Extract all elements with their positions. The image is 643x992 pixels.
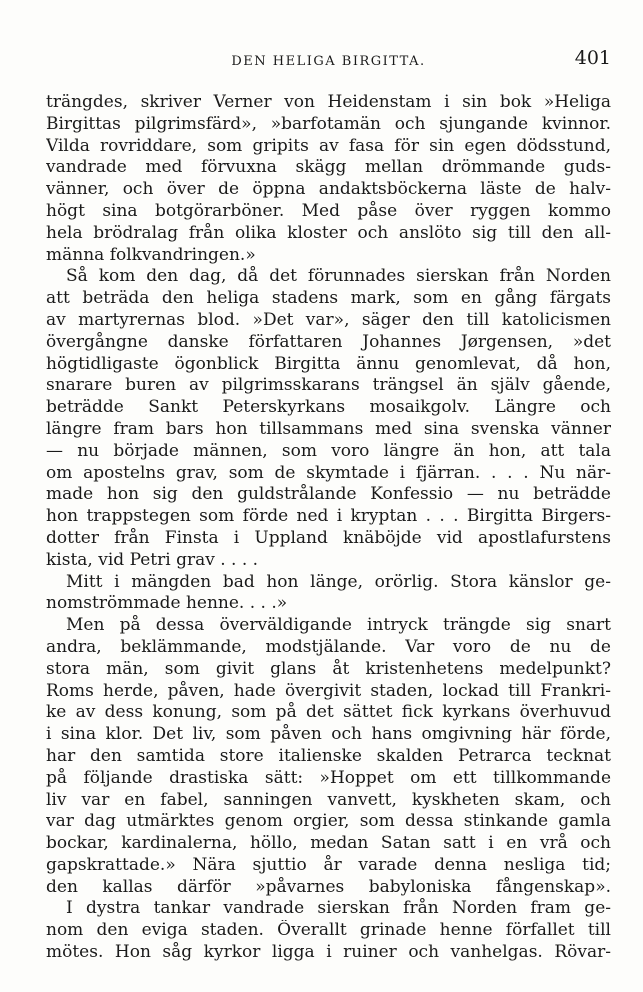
running-header [46, 46, 611, 74]
text-line: bockar, kardinalerna, höllo, medan Satan satt i en vrå och [46, 833, 611, 854]
running-title: DEN HELIGA BIRGITTA. [231, 54, 426, 69]
text-line: — nu började männen, som voro längre än hon, att tala [46, 440, 611, 461]
text-line: hela brödralag från olika kloster och anslöto sig till den all- [46, 222, 611, 243]
text-line: kista, vid Petri grav . . . . [46, 549, 259, 570]
text-line: trängdes, skriver Verner von Heidenstam i sin bok »Heliga [46, 92, 611, 112]
text-line: mötes. Hon såg kyrkor ligga i ruiner och vanhelgas. Rövar- [46, 942, 611, 963]
text-line: Roms herde, påven, hade övergivit staden, lockad till Frankri- [46, 680, 611, 701]
text-line: stora män, som givit glans åt kristenhetens medelpunkt? [46, 658, 611, 679]
text-line: om apostelns grav, som de skymtade i fjärran. . . . Nu när- [46, 462, 611, 483]
text-line: Men på dessa överväldigande intryck trängde sig snart [66, 615, 611, 636]
text-line: var dag utmärktes genom orgier, som dessa stinkande gamla [46, 811, 611, 832]
text-line: i sina klor. Det liv, som påven och hans omgivning här förde, [46, 724, 611, 745]
text-line: beträdde Sankt Peterskyrkans mosaikgolv. Längre och [46, 397, 611, 418]
body-text [46, 92, 611, 964]
text-line: högtidligaste ögonblick Birgitta ännu genomlevat, då hon, [46, 353, 611, 374]
text-line: männa folkvandringen.» [46, 244, 256, 265]
text-line: längre fram bars hon tillsammans med sina svenska vänner [46, 418, 611, 439]
text-line: av martyrernas blod. »Det var», säger den till katolicismen [46, 309, 611, 330]
text-line: Så kom den dag, då det förunnades sierskan från Norden [66, 266, 611, 287]
text-line: vänner, och över de öppna andaktsböckerna läste de halv- [46, 179, 611, 200]
text-line: made hon sig den guldstrålande Konfessio — nu beträdde [46, 484, 611, 505]
text-line: på följande drastiska sätt: »Hoppet om ett tillkommande [46, 767, 611, 788]
text-line: den kallas därför »påvarnes babyloniska fångenskap». [46, 876, 611, 897]
text-line: högt sina botgörarböner. Med påse över ryggen kommo [46, 200, 611, 221]
text-line: har den samtida store italienske skalden Petrarca tecknat [46, 745, 611, 766]
text-line: Mitt i mängden bad hon länge, orörlig. Stora känslor ge- [66, 571, 611, 592]
text-line: att beträda den heliga stadens mark, som en gång färgats [46, 288, 611, 309]
text-line: övergångne danske författaren Johannes Jørgensen, »det [46, 331, 611, 352]
text-line: nom den eviga staden. Överallt grinade henne förfallet till [46, 920, 611, 941]
text-line: liv var en fabel, sanningen vanvett, kyskheten skam, och [46, 789, 611, 810]
text-line: snarare buren av pilgrimsskarans trängsel än själv gående, [46, 375, 611, 396]
text-line: I dystra tankar vandrade sierskan från Norden fram ge- [66, 898, 611, 919]
text-line: hon trappstegen som förde ned i kryptan . . . Birgitta Birgers- [46, 506, 611, 527]
text-line: nomströmmade henne. . . .» [46, 593, 288, 614]
text-line: ke av dess konung, som på det sättet fick kyrkans överhuvud [46, 702, 611, 723]
page-number: 401 [574, 47, 611, 69]
text-line: dotter från Finsta i Uppland knäböjde vid apostlafurstens [46, 527, 611, 548]
text-line: andra, beklämmande, modstjälande. Var voro de nu de [46, 636, 611, 657]
text-line: vandrade med förvuxna skägg mellan drömmande guds- [46, 157, 611, 178]
text-line: Vilda rovriddare, som gripits av fasa för sin egen dödsstund, [46, 135, 611, 156]
text-line: Birgittas pilgrimsfärd», »barfotamän och sjungande kvinnor. [46, 113, 611, 134]
text-line: gapskrattade.» Nära sjuttio år varade denna nesliga tid; [46, 854, 611, 875]
